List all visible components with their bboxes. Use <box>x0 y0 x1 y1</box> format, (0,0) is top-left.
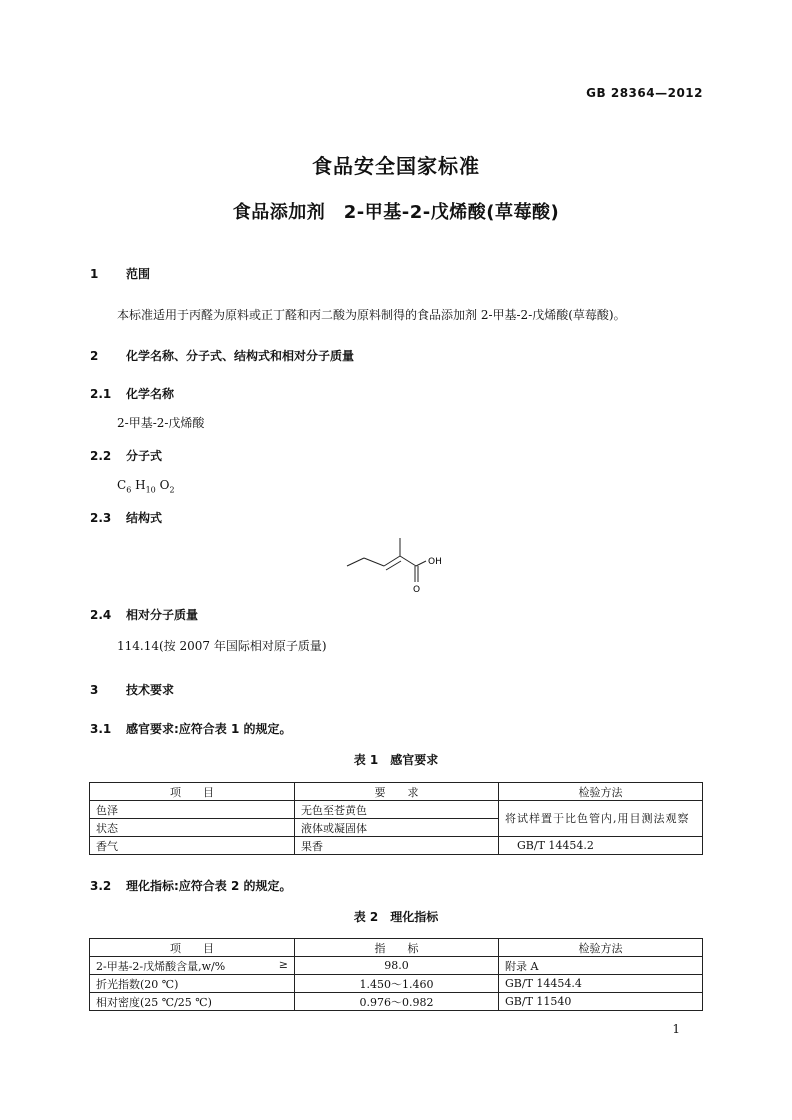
table-cell: GB/T 11540 <box>499 993 703 1011</box>
table-cell: GB/T 14454.2 <box>499 837 703 855</box>
table-cell: 0.976～0.982 <box>295 993 499 1011</box>
table-cell: 果香 <box>295 837 499 855</box>
table-cell: GB/T 14454.4 <box>499 975 703 993</box>
section-1-body: 本标准适用于丙醛为原料或正丁醛和丙二酸为原料制得的食品添加剂 2-甲基-2-戊烯酸(草莓酸)。 <box>117 308 626 322</box>
table-cell: 折光指数(20 ℃) <box>90 975 295 993</box>
section-2-3-heading: 2.3 结构式 <box>90 511 163 525</box>
double-bond <box>386 561 401 570</box>
table-header-row <box>90 783 703 801</box>
table-cell: 附录 A <box>499 957 703 975</box>
table-row <box>90 957 703 975</box>
molecular-mass: 114.14(按 2007 年国际相对原子质量) <box>117 639 327 653</box>
molecular-formula: $C_6$ $H_{10}$ $O_2$ <box>117 478 175 495</box>
table-header-cell: 检验方法 <box>499 783 703 801</box>
document-title: 食品安全国家标准 <box>312 154 480 178</box>
table-cell: 98.0 <box>295 957 499 975</box>
structural-formula <box>342 532 452 594</box>
section-2-heading: 2 化学名称、分子式、结构式和相对分子质量 <box>90 349 355 363</box>
table-header-cell: 要 求 <box>295 783 499 801</box>
table-header-cell: 项 目 <box>90 939 295 957</box>
section-1-heading: 1 范围 <box>90 267 151 281</box>
table-cell: 无色至苍黄色 <box>295 801 499 819</box>
bond <box>400 556 416 566</box>
table-cell: 液体或凝固体 <box>295 819 499 837</box>
hydroxyl-label: OH <box>428 557 442 567</box>
oxygen-label: O <box>413 585 421 594</box>
table-cell: 2-甲基-2-戊烯酸含量,w/% ≥ <box>90 957 295 975</box>
section-2-4-heading: 2.4 相对分子质量 <box>90 608 199 622</box>
section-3-1-heading: 3.1 感官要求:应符合表 1 的规定。 <box>90 722 292 736</box>
table-2-caption: 表 2 理化指标 <box>353 910 439 924</box>
table-cell: 将试样置于比色管内,用目测法观察 <box>499 801 703 837</box>
table-header-row <box>90 939 703 957</box>
table-header-cell: 项 目 <box>90 783 295 801</box>
table-row <box>90 975 703 993</box>
table-header-cell: 指 标 <box>295 939 499 957</box>
section-2-1-heading: 2.1 化学名称 <box>90 387 175 401</box>
table-cell: 相对密度(25 ℃/25 ℃) <box>90 993 295 1011</box>
table-row <box>90 801 703 819</box>
table-1 <box>89 782 703 855</box>
standard-code: GB 28364—2012 <box>586 86 703 100</box>
table-cell: 香气 <box>90 837 295 855</box>
table-cell: 1.450～1.460 <box>295 975 499 993</box>
table-cell: 色泽 <box>90 801 295 819</box>
table-1-caption: 表 1 感官要求 <box>353 753 439 767</box>
page-number: 1 <box>672 1022 680 1036</box>
section-3-2-heading: 3.2 理化指标:应符合表 2 的规定。 <box>90 879 292 893</box>
bond <box>384 556 400 566</box>
document-subtitle: 食品添加剂 2-甲基-2-戊烯酸(草莓酸) <box>232 202 560 223</box>
section-3-heading: 3 技术要求 <box>90 683 175 697</box>
table-row <box>90 993 703 1011</box>
table-cell: 状态 <box>90 819 295 837</box>
bond <box>347 558 364 566</box>
bond <box>364 558 384 566</box>
chemical-name: 2-甲基-2-戊烯酸 <box>117 416 205 430</box>
bond <box>416 561 426 566</box>
table-row <box>90 837 703 855</box>
table-2 <box>89 938 703 1011</box>
table-header-cell: 检验方法 <box>499 939 703 957</box>
section-2-2-heading: 2.2 分子式 <box>90 449 163 463</box>
